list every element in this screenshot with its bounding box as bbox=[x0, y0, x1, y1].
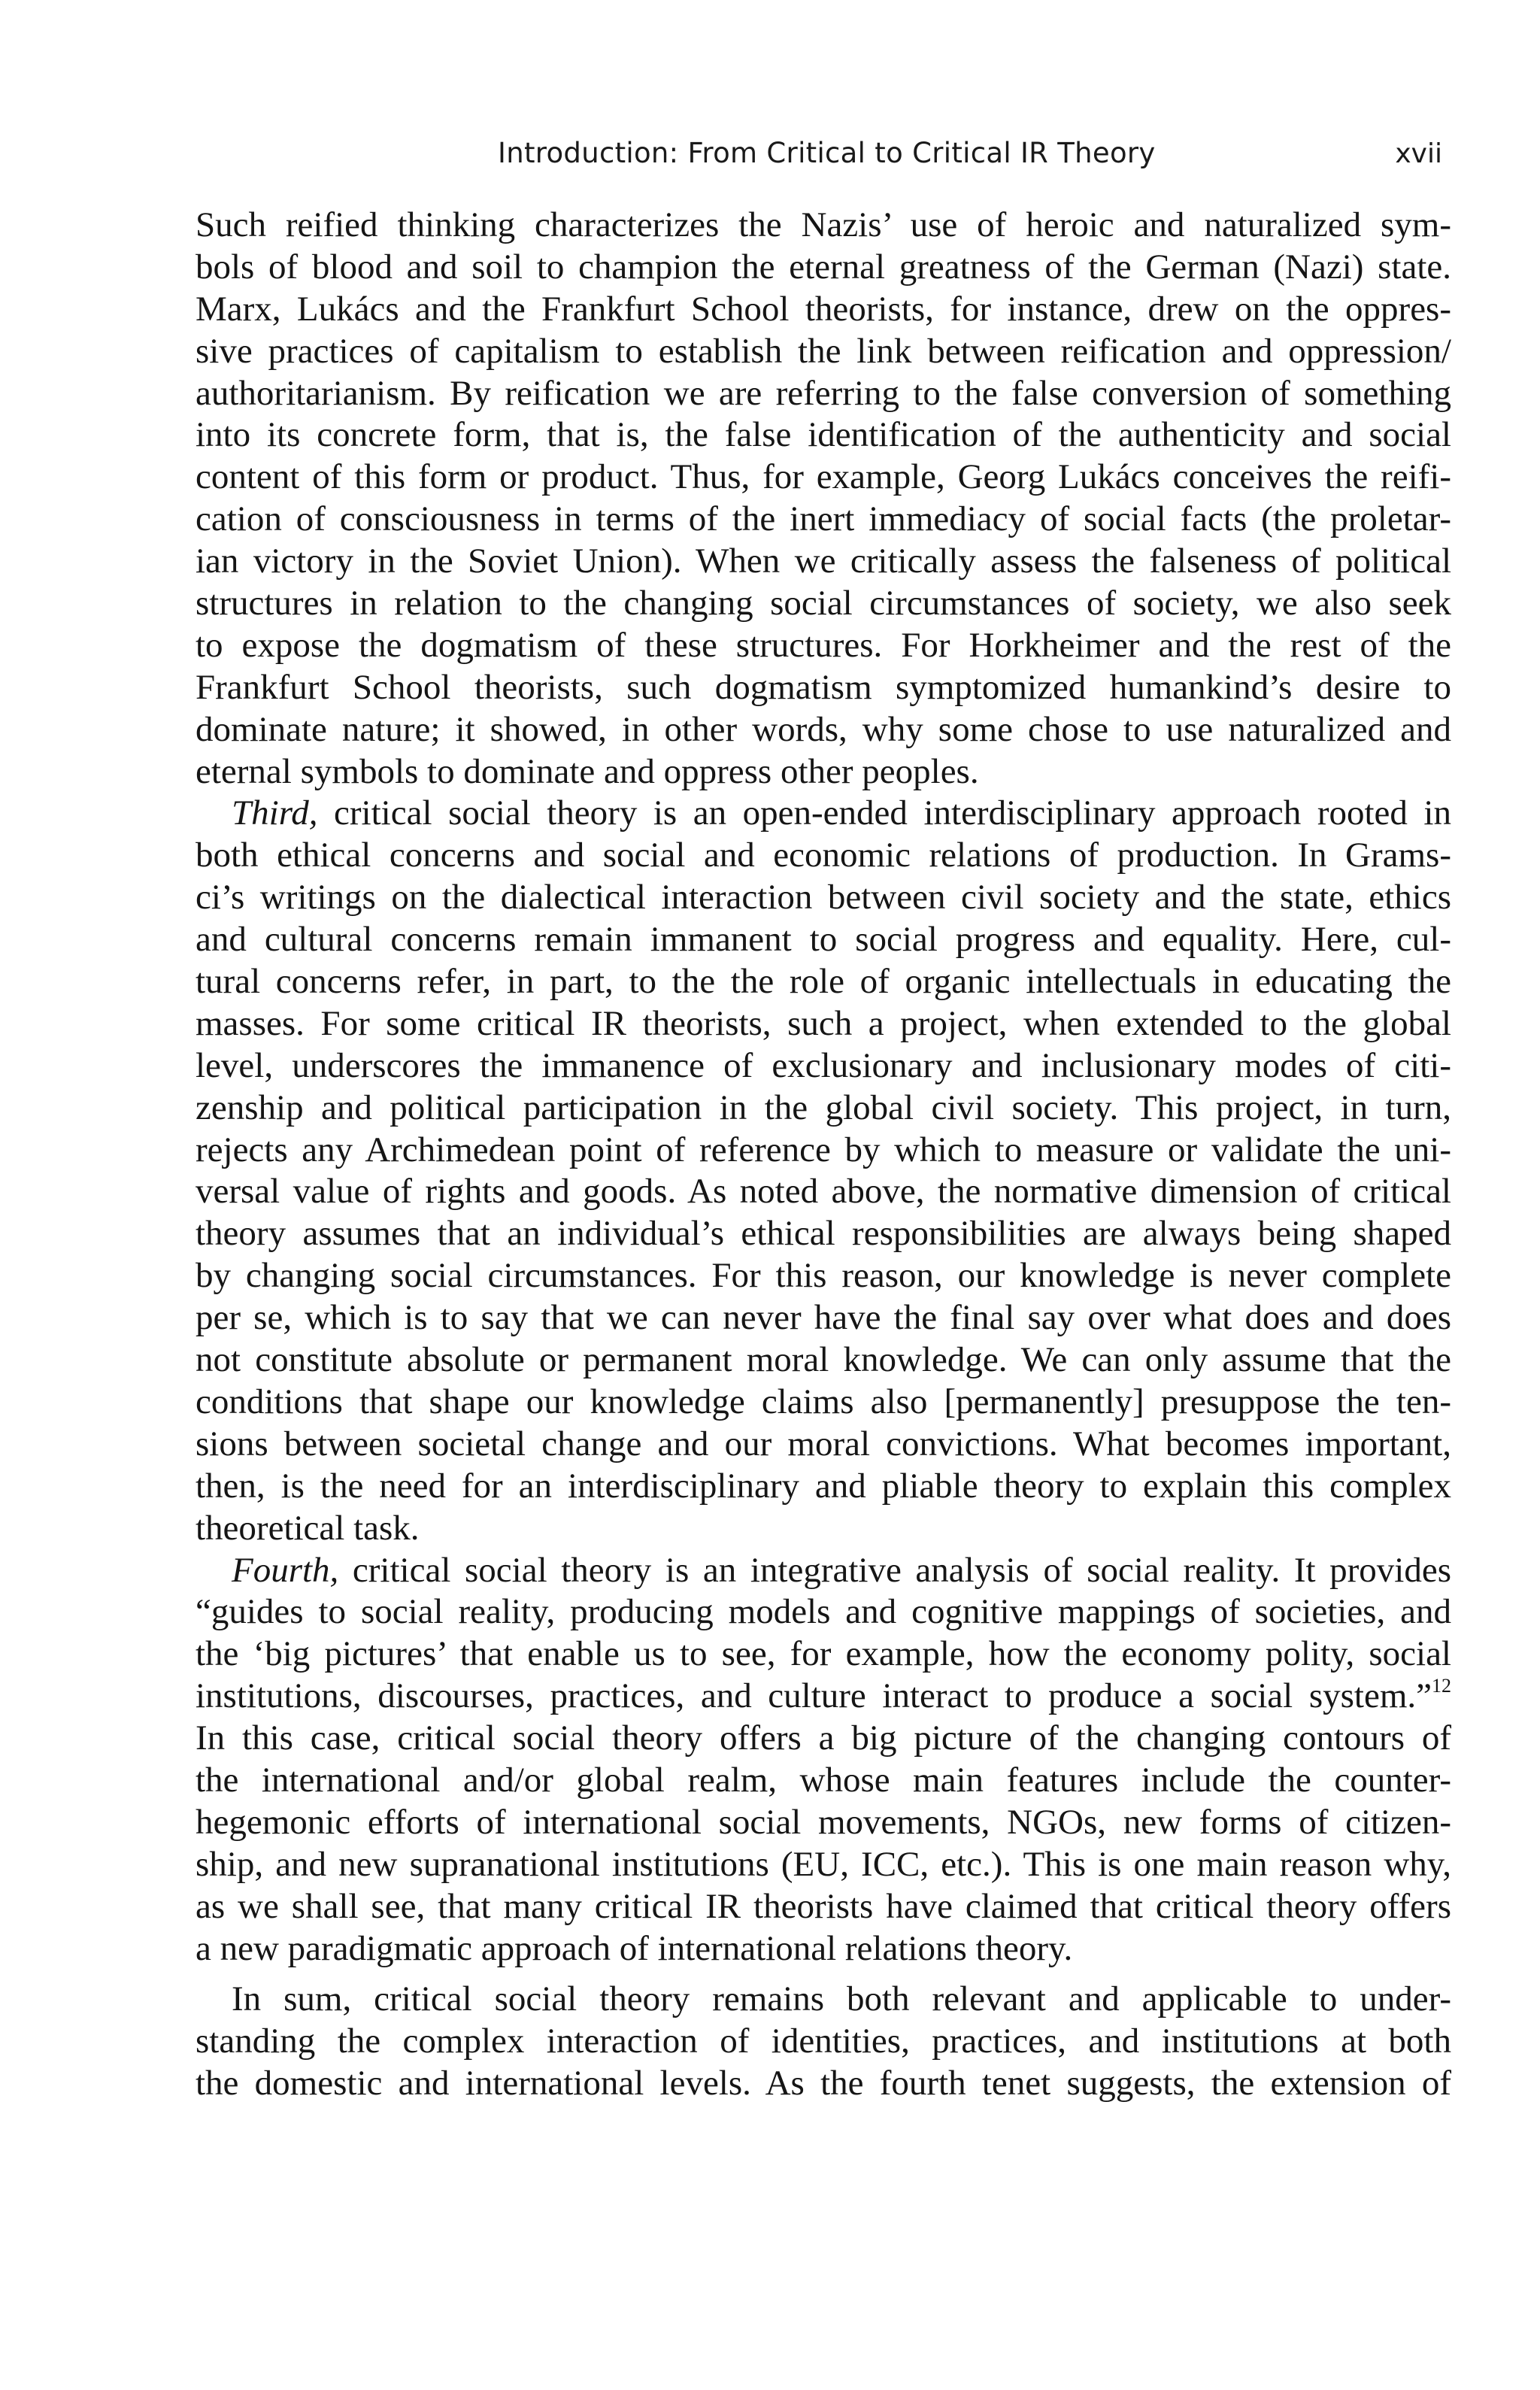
text-line bbox=[196, 793, 1451, 835]
text-line bbox=[196, 1676, 1451, 1718]
text-run: critical social theory is an open-ended interdisciplinary approach rooted in bbox=[317, 793, 1451, 833]
text-line: as we shall see, that many critical IR theorists have claimed that critical theory offers bbox=[196, 1886, 1451, 1926]
text-line: conditions that shape our knowledge claims also [permanently] presuppose the ten- bbox=[196, 1382, 1451, 1421]
text-line: the international and/or global realm, whose main features include the counter- bbox=[196, 1760, 1451, 1800]
text-line: the ‘big pictures’ that enable us to see, for example, how the economy polity, social bbox=[196, 1634, 1451, 1674]
text-line: rejects any Archimedean point of reference by which to measure or validate the uni- bbox=[196, 1130, 1451, 1169]
text-line: masses. For some critical IR theorists, such a project, when extended to the global bbox=[196, 1003, 1451, 1043]
text-line: not constitute absolute or permanent moral knowledge. We can only assume that the bbox=[196, 1340, 1451, 1380]
paragraph-3 bbox=[196, 1550, 1451, 1970]
text-line: standing the complex interaction of identities, practices, and institutions at both bbox=[196, 2021, 1451, 2061]
paragraph-1 bbox=[196, 205, 1451, 793]
text-line: dominate nature; it showed, in other words, why some chose to use naturalized and bbox=[196, 709, 1451, 749]
text-line: Such reified thinking characterizes the Nazis’ use of heroic and naturalized sym- bbox=[196, 205, 1451, 244]
text-line: authoritarianism. By reification we are referring to the false conversion of something bbox=[196, 373, 1451, 413]
paragraph-lead: Third, bbox=[232, 793, 318, 833]
text-line: sions between societal change and our moral convictions. What becomes important, bbox=[196, 1424, 1451, 1463]
text-line: In sum, critical social theory remains both relevant and applicable to under- bbox=[232, 1979, 1451, 2019]
text-run: institutions, discourses, practices, and culture interact to produce a social system.” bbox=[196, 1676, 1432, 1716]
text-line: tural concerns refer, in part, to the the role of organic intellectuals in educating the bbox=[196, 962, 1451, 1002]
text-line: content of this form or product. Thus, for example, Georg Lukács conceives the reifi- bbox=[196, 457, 1451, 497]
text-line: theoretical task. bbox=[196, 1508, 420, 1548]
text-line: a new paradigmatic approach of international relations theory. bbox=[196, 1928, 1073, 1968]
text-line: eternal symbols to dominate and oppress other peoples. bbox=[196, 751, 979, 791]
text-line: cation of consciousness in terms of the inert immediacy of social facts (the proletar- bbox=[196, 499, 1451, 539]
text-line: then, is the need for an interdisciplinary and pliable theory to explain this complex bbox=[196, 1466, 1451, 1506]
text-line: and cultural concerns remain immanent to social progress and equality. Here, cul- bbox=[196, 920, 1451, 960]
text-line bbox=[196, 1550, 1451, 1592]
text-line: theory assumes that an individual’s ethical responsibilities are always being shaped bbox=[196, 1214, 1451, 1254]
body-text bbox=[196, 205, 1451, 2105]
paragraph-lead: Fourth, bbox=[232, 1550, 339, 1590]
paragraph-gap bbox=[196, 1970, 1451, 1979]
text-line: versal value of rights and goods. As noted above, the normative dimension of critical bbox=[196, 1172, 1451, 1212]
text-line: zenship and political participation in the global civil society. This project, in turn, bbox=[196, 1087, 1451, 1127]
text-run: critical social theory is an integrative analysis of social reality. It provides bbox=[338, 1550, 1451, 1590]
text-line: level, underscores the immanence of exclusionary and inclusionary modes of citi- bbox=[196, 1045, 1451, 1085]
text-line: Frankfurt School theorists, such dogmatism symptomized humankind’s desire to bbox=[196, 667, 1451, 707]
text-line: bols of blood and soil to champion the eternal greatness of the German (Nazi) state. bbox=[196, 247, 1451, 287]
footnote-ref[interactable]: 12 bbox=[1432, 1675, 1451, 1697]
text-line: ian victory in the Soviet Union). When we critically assess the falseness of political bbox=[196, 541, 1451, 581]
text-line: In this case, critical social theory offers a big picture of the changing contours of bbox=[196, 1718, 1451, 1758]
paragraph-4 bbox=[196, 1979, 1451, 2105]
text-line: hegemonic efforts of international social movements, NGOs, new forms of citizen- bbox=[196, 1802, 1451, 1842]
text-line: structures in relation to the changing social circumstances of society, we also seek bbox=[196, 584, 1451, 623]
text-line: ci’s writings on the dialectical interaction between civil society and the state, ethics bbox=[196, 878, 1451, 917]
text-line: per se, which is to say that we can never have the final say over what does and does bbox=[196, 1298, 1451, 1338]
text-line: both ethical concerns and social and economic relations of production. In Grams- bbox=[196, 836, 1451, 875]
text-line: sive practices of capitalism to establish the link between reification and oppression/ bbox=[196, 331, 1451, 371]
paragraph-2 bbox=[196, 793, 1451, 1549]
text-line: to expose the dogmatism of these structures. For Horkheimer and the rest of the bbox=[196, 625, 1451, 665]
text-line: the domestic and international levels. As the fourth tenet suggests, the extension of bbox=[196, 2064, 1451, 2103]
text-line: ship, and new supranational institutions (EU, ICC, etc.). This is one main reason why, bbox=[196, 1844, 1451, 1884]
text-line: into its concrete form, that is, the false identification of the authenticity and social bbox=[196, 415, 1451, 455]
text-line: by changing social circumstances. For this reason, our knowledge is never complete bbox=[196, 1256, 1451, 1296]
text-line: Marx, Lukács and the Frankfurt School theorists, for instance, drew on the oppres- bbox=[196, 289, 1451, 329]
page-number: xvii bbox=[1395, 138, 1442, 169]
text-line: “guides to social reality, producing models and cognitive mappings of societies, and bbox=[196, 1592, 1451, 1632]
running-head: Introduction: From Critical to Critical IR Theory bbox=[498, 137, 1156, 169]
